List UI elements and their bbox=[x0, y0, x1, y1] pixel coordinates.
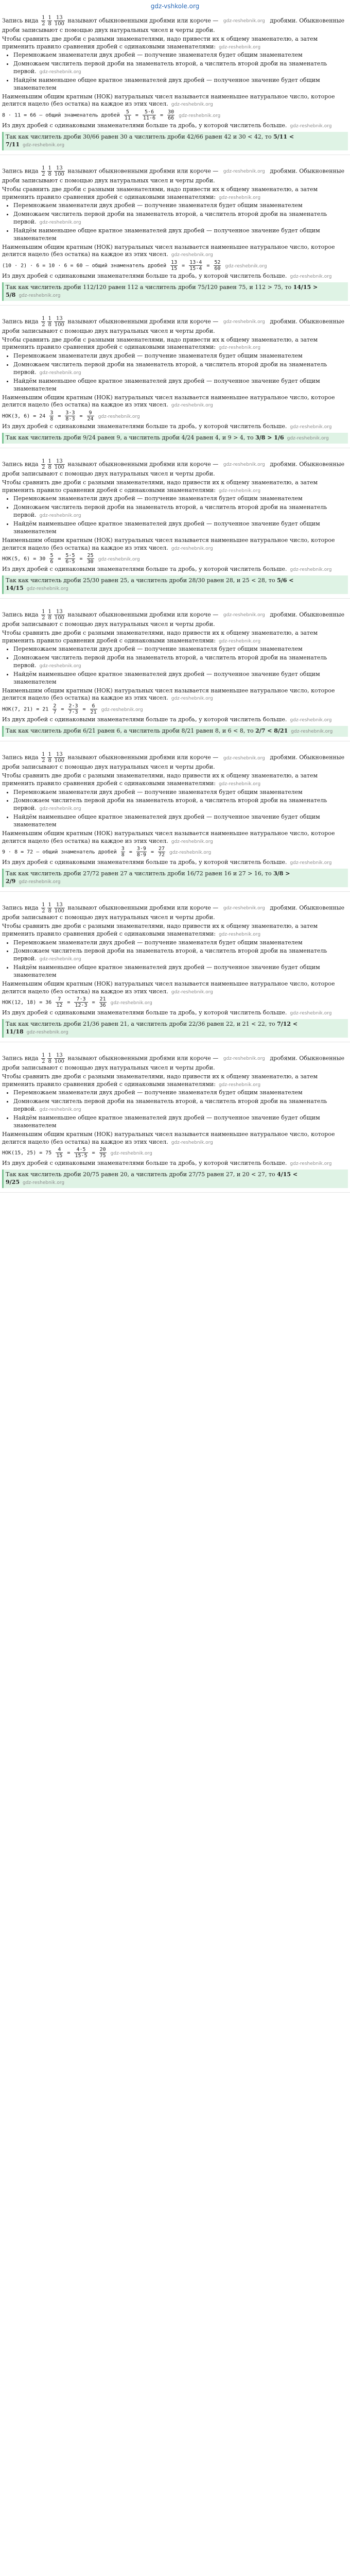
watermark: gdz-reshebnik.org bbox=[218, 44, 261, 50]
work-line: НОК(3, 6) = 24 $\frac{3}{8}$ = $\frac{3\cdot 3}{8\cdot 3}$ = $\frac{9}{24}$ gdz-reshebnik.org bbox=[2, 410, 140, 422]
intro: Запись вида $\frac{1}{2}$ $\frac{1}{8}$ $\frac{13}{100}$ называют обыкновенными дробями или короче — gdz-reshebnik.org дробями. Обыкновенные дроби записывают с помощью двух натуральных чисел и черты дроби. bbox=[2, 165, 345, 184]
fraction: $\frac{1}{8}$ bbox=[48, 14, 51, 27]
fraction: $\frac{20}{75}$ bbox=[99, 1147, 106, 1159]
fraction: $\frac{7\cdot 3}{12\cdot 3}$ bbox=[75, 996, 87, 1009]
step-item: • Домножаем числитель первой дроби на знаменатель второй, а числитель второй дроби на знаменатель первой. gdz-reshebnik.org bbox=[13, 504, 348, 519]
watermark: gdz-reshebnik.org bbox=[101, 707, 143, 713]
solution-section bbox=[0, 606, 350, 741]
fraction: $\frac{1}{2}$ bbox=[42, 1052, 45, 1064]
step-item: • Найдём наименьшее общее кратное знаменателей двух дробей — полученное значение будет общим знаменателем bbox=[13, 520, 348, 536]
section-spacer bbox=[0, 599, 350, 606]
steps-list bbox=[13, 495, 348, 535]
watermark: gdz-reshebnik.org bbox=[98, 556, 140, 562]
steps-list bbox=[13, 789, 348, 829]
answer-text: Так как числитель дроби 9/24 равен 9, а числитель дроби 4/24 равен 4, и 9 > 4, то bbox=[6, 434, 256, 442]
fraction: $\frac{1}{2}$ bbox=[42, 458, 45, 470]
nok-definition: Наименьшим общим кратным (НОК) натуральных чисел называется наименьшее натуральное число, которое делится нацело (без остатка) на каждое из этих чисел. gdz-reshebnik.org bbox=[2, 93, 335, 108]
step-item: • Перемножаем знаменатели двух дробей — получение знаменателя будет общим знаменателем bbox=[13, 52, 348, 59]
compare-rule: Из двух дробей с одинаковыми знаменателями больше та дробь, у которой числитель больше. gdz-reshebnik.org bbox=[2, 566, 332, 573]
watermark: gdz-reshebnik.org bbox=[171, 989, 213, 995]
step-item: • Перемножаем знаменатели двух дробей — получение знаменателя будет общим знаменателем bbox=[13, 646, 348, 653]
step-item: • Домножаем числитель первой дроби на знаменатель второй, а числитель второй дроби на знаменатель первой. gdz-reshebnik.org bbox=[13, 654, 348, 670]
watermark: gdz-reshebnik.org bbox=[22, 142, 65, 148]
step-item: • Найдём наименьшее общее кратное знаменателей двух дробей — полученное значение будет общим знаменателем bbox=[13, 814, 348, 829]
watermark: gdz-reshebnik.org bbox=[19, 879, 61, 885]
fraction: $\frac{1}{8}$ bbox=[48, 608, 51, 621]
fraction: $\frac{21}{36}$ bbox=[99, 996, 106, 1009]
intro: Запись вида $\frac{1}{2}$ $\frac{1}{8}$ $\frac{13}{100}$ называют обыкновенными дробями или короче — gdz-reshebnik.org дробями. Обыкновенные дроби записывают с помощью двух натуральных чисел и черты дроби. bbox=[2, 1052, 345, 1071]
work-line: НОК(5, 6) = 30 $\frac{5}{6}$ = $\frac{5\cdot 5}{6\cdot 5}$ = $\frac{25}{30}$ gdz-reshebnik.org bbox=[2, 553, 140, 565]
rule-text: Чтобы сравнить две дроби с разными знаменателями, надо привести их к общему знаменателю, а затем применить правило сравнения дробей с одинаковыми знаменателями: gdz-reshebnik.org bbox=[2, 922, 318, 937]
site-link[interactable]: gdz-vshkole.org bbox=[150, 3, 200, 10]
compare-rule: Из двух дробей с одинаковыми знаменателями больше та дробь, у которой числитель больше. gdz-reshebnik.org bbox=[2, 1160, 332, 1167]
watermark: gdz-reshebnik.org bbox=[218, 488, 261, 494]
answer-text: Так как числитель дроби 30/66 равен 30 а числитель дроби 42/66 равен 42 и 30 < 42, то bbox=[6, 133, 274, 141]
watermark: gdz-reshebnik.org bbox=[218, 781, 261, 787]
compare-rule: Из двух дробей с одинаковыми знаменателями больше та дробь, у которой числитель больше. gdz-reshebnik.org bbox=[2, 716, 332, 723]
fraction: $\frac{4\cdot 5}{15\cdot 5}$ bbox=[75, 1147, 87, 1159]
watermark: gdz-reshebnik.org bbox=[290, 274, 332, 280]
rule-text: Чтобы сравнить две дроби с разными знаменателями, надо привести их к общему знаменателю, а затем применить правило сравнения дробей с одинаковыми знаменателями: gdz-reshebnik.org bbox=[2, 35, 318, 50]
watermark: gdz-reshebnik.org bbox=[171, 102, 213, 108]
intro: Запись вида $\frac{1}{2}$ $\frac{1}{8}$ $\frac{13}{100}$ называют обыкновенными дробями или короче — gdz-reshebnik.org дробями. Обыкновенные дроби записывают с помощью двух натуральных чисел и черты дроби. bbox=[2, 458, 345, 477]
nok-definition: Наименьшим общим кратным (НОК) натуральных чисел называется наименьшее натуральное число, которое делится нацело (без остатка) на каждое из этих чисел. gdz-reshebnik.org bbox=[2, 394, 335, 409]
watermark: gdz-reshebnik.org bbox=[290, 860, 332, 866]
steps-list bbox=[13, 202, 348, 242]
step-item: • Найдём наименьшее общее кратное знаменателей двух дробей — полученное значение будет общим знаменателем bbox=[13, 671, 348, 686]
watermark: gdz-reshebnik.org bbox=[290, 718, 332, 723]
answer-box bbox=[2, 1170, 348, 1188]
watermark: gdz-reshebnik.org bbox=[171, 252, 213, 258]
fraction: $\frac{5}{6}$ bbox=[50, 553, 54, 565]
rule-text: Чтобы сравнить две дроби с разными знаменателями, надо привести их к общему знаменателю, а затем применить правило сравнения дробей с одинаковыми знаменателями: gdz-reshebnik.org bbox=[2, 479, 318, 494]
step-item: • Найдём наименьшее общее кратное знаменателей двух дробей — полученное значение будет общим знаменателем bbox=[13, 227, 348, 243]
nok-definition: Наименьшим общим кратным (НОК) натуральных чисел называется наименьшее натуральное число, которое делится нацело (без остатка) на каждое из этих чисел. gdz-reshebnik.org bbox=[2, 1130, 335, 1145]
answer-text: Так как числитель дроби 25/30 равен 25, а числитель дроби 28/30 равен 28, и 25 < 28, то bbox=[6, 577, 277, 584]
fraction: $\frac{30}{66}$ bbox=[168, 109, 174, 122]
step-item: • Домножаем числитель первой дроби на знаменатель второй, а числитель второй дроби на знаменатель первой. gdz-reshebnik.org bbox=[13, 1098, 348, 1113]
watermark: gdz-reshebnik.org bbox=[110, 1150, 152, 1156]
step-item: • Домножаем числитель первой дроби на знаменатель второй, а числитель второй дроби на знаменатель первой. gdz-reshebnik.org bbox=[13, 211, 348, 226]
solution-section bbox=[0, 313, 350, 448]
watermark: gdz-reshebnik.org bbox=[290, 1011, 332, 1016]
compare-rule: Из двух дробей с одинаковыми знаменателями больше та дробь, у которой числитель больше. gdz-reshebnik.org bbox=[2, 423, 332, 430]
watermark: gdz-reshebnik.org bbox=[110, 1000, 152, 1006]
step-item: • Перемножаем знаменатели двух дробей — получение знаменателя будет общим знаменателем bbox=[13, 495, 348, 503]
rule-text: Чтобы сравнить две дроби с разными знаменателями, надо привести их к общему знаменателю, а затем применить правило сравнения дробей с одинаковыми знаменателями: gdz-reshebnik.org bbox=[2, 1073, 318, 1088]
fraction: $\frac{4}{15}$ bbox=[56, 1147, 63, 1159]
nok-definition: Наименьшим общим кратным (НОК) натуральных чисел называется наименьшее натуральное число, которое делится нацело (без остатка) на каждое из этих чисел. gdz-reshebnik.org bbox=[2, 829, 335, 844]
watermark: gdz-reshebnik.org bbox=[171, 546, 213, 551]
site-header bbox=[0, 0, 350, 12]
watermark: gdz-reshebnik.org bbox=[171, 1140, 213, 1145]
watermark: gdz-reshebnik.org bbox=[290, 425, 332, 430]
watermark: gdz-reshebnik.org bbox=[223, 169, 265, 175]
fraction: $\frac{3\cdot 9}{8\cdot 9}$ bbox=[136, 846, 146, 858]
watermark: gdz-reshebnik.org bbox=[225, 263, 267, 269]
intro: Запись вида $\frac{1}{2}$ $\frac{1}{8}$ $\frac{13}{100}$ называют обыкновенными дробями или короче — gdz-reshebnik.org дробями. Обыкновенные дроби записывают с помощью двух натуральных чисел и черты дроби. bbox=[2, 315, 345, 334]
fraction: $\frac{1}{2}$ bbox=[42, 165, 45, 177]
steps-list bbox=[13, 939, 348, 979]
answer-text: Так как числитель дроби 21/36 равен 21, а числитель дроби 22/36 равен 22, и 21 < 22, то bbox=[6, 1021, 277, 1028]
watermark: gdz-reshebnik.org bbox=[291, 729, 333, 735]
solution-section bbox=[0, 455, 350, 599]
watermark: gdz-reshebnik.org bbox=[218, 345, 261, 351]
rule-text: Чтобы сравнить две дроби с разными знаменателями, надо привести их к общему знаменателю, а затем применить правило сравнения дробей с одинаковыми знаменателями: gdz-reshebnik.org bbox=[2, 629, 318, 644]
fraction: $\frac{2}{7}$ bbox=[53, 703, 57, 716]
watermark: gdz-reshebnik.org bbox=[179, 113, 221, 118]
fraction: $\frac{6}{21}$ bbox=[90, 703, 97, 716]
watermark: gdz-reshebnik.org bbox=[223, 906, 265, 911]
section-spacer bbox=[0, 1042, 350, 1049]
work-line: (10 · 2) · 6 = 10 · 6 = 60 — общий знаменатель дробей $\frac{13}{15}$ = $\frac{13\cdot 4}{15\cdot 4}$ = $\frac{52}{60}$ gdz-reshebnik.org bbox=[2, 260, 267, 272]
answer-text: Так как числитель дроби 20/75 равен 20, а числитель дроби 27/75 равен 27, и 20 < 27, то bbox=[6, 1171, 277, 1178]
watermark: gdz-reshebnik.org bbox=[290, 1161, 332, 1167]
nok-definition: Наименьшим общим кратным (НОК) натуральных чисел называется наименьшее натуральное число, которое делится нацело (без остатка) на каждое из этих чисел. gdz-reshebnik.org bbox=[2, 980, 335, 995]
step-item: • Перемножаем знаменатели двух дробей — получение знаменателя будет общим знаменателем bbox=[13, 202, 348, 210]
fraction: $\frac{3}{8}$ bbox=[50, 410, 54, 422]
fraction: $\frac{52}{60}$ bbox=[214, 260, 221, 272]
watermark: gdz-reshebnik.org bbox=[26, 586, 68, 592]
answer-box bbox=[2, 132, 348, 150]
nok-definition: Наименьшим общим кратным (НОК) натуральных чисел называется наименьшее натуральное число, которое делится нацело (без остатка) на каждое из этих чисел. gdz-reshebnik.org bbox=[2, 243, 335, 258]
fraction: $\frac{1}{2}$ bbox=[42, 902, 45, 914]
watermark: gdz-reshebnik.org bbox=[290, 124, 332, 129]
fraction: $\frac{7}{12}$ bbox=[56, 996, 63, 1009]
watermark: gdz-reshebnik.org bbox=[39, 70, 81, 75]
answer-text: Так как числитель дроби 6/21 равен 6, а числитель дроби 8/21 равен 8, и 6 < 8, то bbox=[6, 727, 256, 735]
watermark: gdz-reshebnik.org bbox=[218, 195, 261, 200]
step-item: • Перемножаем знаменатели двух дробей — получение знаменателя будет общим знаменателем bbox=[13, 939, 348, 947]
watermark: gdz-reshebnik.org bbox=[218, 638, 261, 644]
step-item: • Домножаем числитель первой дроби на знаменатель второй, а числитель второй дроби на знаменатель первой. gdz-reshebnik.org bbox=[13, 60, 348, 76]
fraction: $\frac{1}{2}$ bbox=[42, 608, 45, 621]
watermark: gdz-reshebnik.org bbox=[39, 370, 81, 376]
fraction: $\frac{1}{2}$ bbox=[42, 14, 45, 27]
answer-box bbox=[2, 1019, 348, 1038]
watermark: gdz-reshebnik.org bbox=[39, 1107, 81, 1113]
fraction: $\frac{1}{8}$ bbox=[48, 752, 51, 764]
intro: Запись вида $\frac{1}{2}$ $\frac{1}{8}$ $\frac{13}{100}$ называют обыкновенными дробями или короче — gdz-reshebnik.org дробями. Обыкновенные дроби записывают с помощью двух натуральных чисел и черты дроби. bbox=[2, 752, 345, 770]
watermark: gdz-reshebnik.org bbox=[223, 755, 265, 761]
compare-rule: Из двух дробей с одинаковыми знаменателями больше та дробь, у которой числитель больше. gdz-reshebnik.org bbox=[2, 859, 332, 866]
answer-result: 3/8 > 1/6 bbox=[255, 434, 284, 442]
watermark: gdz-reshebnik.org bbox=[171, 696, 213, 702]
fraction: $\frac{13}{100}$ bbox=[54, 458, 64, 470]
work-line: 9 · 8 = 72 — общий знаменатель дробей $\frac{3}{8}$ = $\frac{3\cdot 9}{8\cdot 9}$ = $\frac{27}{72}$ gdz-reshebnik.org bbox=[2, 846, 212, 858]
watermark: gdz-reshebnik.org bbox=[39, 957, 81, 962]
answer-result: 5/11 < 7/11 bbox=[6, 133, 294, 148]
fraction: $\frac{13}{100}$ bbox=[54, 14, 64, 27]
solution-section bbox=[0, 12, 350, 155]
answer-result: 14/15 > 5/8 bbox=[6, 284, 318, 298]
answer-box bbox=[2, 869, 348, 887]
answer-result: 7/12 < 11/18 bbox=[6, 1021, 298, 1036]
steps-list bbox=[13, 1089, 348, 1129]
fraction: $\frac{1}{2}$ bbox=[42, 752, 45, 764]
answer-box bbox=[2, 433, 348, 444]
solution-section bbox=[0, 749, 350, 892]
watermark: gdz-reshebnik.org bbox=[218, 1082, 261, 1088]
fraction: $\frac{2\cdot 3}{7\cdot 3}$ bbox=[68, 703, 78, 716]
step-item: • Найдём наименьшее общее кратное знаменателей двух дробей — полученное значение будет общим знаменателем bbox=[13, 378, 348, 393]
fraction: $\frac{13}{100}$ bbox=[54, 315, 64, 328]
step-item: • Перемножаем знаменатели двух дробей — получение знаменателя будет общим знаменателем bbox=[13, 352, 348, 360]
answer-result: 3/8 > 2/9 bbox=[6, 870, 290, 885]
step-item: • Домножаем числитель первой дроби на знаменатель второй, а числитель второй дроби на знаменатель первой. gdz-reshebnik.org bbox=[13, 947, 348, 963]
fraction: $\frac{1}{8}$ bbox=[48, 902, 51, 914]
fraction: $\frac{1}{8}$ bbox=[48, 315, 51, 328]
answer-text: Так как числитель дроби 27/72 равен 27 а числитель дроби 16/72 равен 16 и 27 > 16, то bbox=[6, 870, 274, 877]
watermark: gdz-reshebnik.org bbox=[19, 293, 61, 298]
fraction: $\frac{1}{8}$ bbox=[48, 458, 51, 470]
watermark: gdz-reshebnik.org bbox=[223, 613, 265, 618]
solution-section bbox=[0, 899, 350, 1042]
answer-box bbox=[2, 282, 348, 301]
step-item: • Перемножаем знаменатели двух дробей — получение знаменателя будет общим знаменателем bbox=[13, 789, 348, 796]
fraction: $\frac{1}{2}$ bbox=[42, 315, 45, 328]
section-spacer bbox=[0, 306, 350, 313]
work-line: НОК(15, 25) = 75 $\frac{4}{15}$ = $\frac{4\cdot 5}{15\cdot 5}$ = $\frac{20}{75}$ gdz-reshebnik.org bbox=[2, 1147, 152, 1159]
work-line: НОК(12, 18) = 36 $\frac{7}{12}$ = $\frac{7\cdot 3}{12\cdot 3}$ = $\frac{21}{36}$ gdz-reshebnik.org bbox=[2, 996, 152, 1009]
work-line: НОК(7, 21) = 21 $\frac{2}{7}$ = $\frac{2\cdot 3}{7\cdot 3}$ = $\frac{6}{21}$ gdz-reshebnik.org bbox=[2, 703, 143, 716]
answer-box bbox=[2, 726, 348, 737]
fraction: $\frac{5}{11}$ bbox=[124, 109, 131, 122]
fraction: $\frac{25}{30}$ bbox=[87, 553, 94, 565]
watermark: gdz-reshebnik.org bbox=[39, 220, 81, 226]
fraction: $\frac{13}{100}$ bbox=[54, 1052, 64, 1064]
answer-text: Так как числитель дроби 112/120 равен 112 а числитель дроби 75/120 равен 75, и 112 > 75, то bbox=[6, 284, 293, 291]
watermark: gdz-reshebnik.org bbox=[171, 403, 213, 409]
intro: Запись вида $\frac{1}{2}$ $\frac{1}{8}$ $\frac{13}{100}$ называют обыкновенными дробями или короче — gdz-reshebnik.org дробями. Обыкновенные дроби записывают с помощью двух натуральных чисел и черты дроби. bbox=[2, 608, 345, 628]
answer-result: 4/15 < 9/25 bbox=[6, 1171, 298, 1186]
answer-result: 5/6 < 14/15 bbox=[6, 577, 294, 592]
solution-sections bbox=[0, 12, 350, 1200]
watermark: gdz-reshebnik.org bbox=[39, 664, 81, 669]
watermark: gdz-reshebnik.org bbox=[218, 931, 261, 937]
section-spacer bbox=[0, 1193, 350, 1200]
compare-rule: Из двух дробей с одинаковыми знаменателями больше та дробь, у которой числитель больше. gdz-reshebnik.org bbox=[2, 122, 332, 129]
compare-rule: Из двух дробей с одинаковыми знаменателями больше та дробь, у которой числитель больше. gdz-reshebnik.org bbox=[2, 273, 332, 280]
fraction: $\frac{1}{8}$ bbox=[48, 165, 51, 177]
section-spacer bbox=[0, 448, 350, 455]
work-line: 8 · 11 = 66 — общий знаменатель дробей $\frac{5}{11}$ = $\frac{5\cdot 6}{11\cdot 6}$ = $\frac{30}{66}$ gdz-reshebnik.org bbox=[2, 109, 221, 122]
nok-definition: Наименьшим общим кратным (НОК) натуральных чисел называется наименьшее натуральное число, которое делится нацело (без остатка) на каждое из этих чисел. gdz-reshebnik.org bbox=[2, 536, 335, 551]
rule-text: Чтобы сравнить две дроби с разными знаменателями, надо привести их к общему знаменателю, а затем применить правило сравнения дробей с одинаковыми знаменателями: gdz-reshebnik.org bbox=[2, 185, 318, 200]
watermark: gdz-reshebnik.org bbox=[223, 19, 265, 24]
rule-text: Чтобы сравнить две дроби с разными знаменателями, надо привести их к общему знаменателю, а затем применить правило сравнения дробей с одинаковыми знаменателями: gdz-reshebnik.org bbox=[2, 772, 318, 787]
watermark: gdz-reshebnik.org bbox=[39, 513, 81, 519]
intro: Запись вида $\frac{1}{2}$ $\frac{1}{8}$ $\frac{13}{100}$ называют обыкновенными дробями или короче — gdz-reshebnik.org дробями. Обыкновенные дроби записывают с помощью двух натуральных чисел и черты дроби. bbox=[2, 902, 345, 921]
section-spacer bbox=[0, 741, 350, 749]
watermark: gdz-reshebnik.org bbox=[290, 567, 332, 573]
steps-list bbox=[13, 52, 348, 92]
step-item: • Найдём наименьшее общее кратное знаменателей двух дробей — полученное значение будет общим знаменателем bbox=[13, 77, 348, 92]
watermark: gdz-reshebnik.org bbox=[287, 436, 329, 442]
fraction: $\frac{13}{15}$ bbox=[171, 260, 178, 272]
compare-rule: Из двух дробей с одинаковыми знаменателями больше та дробь, у которой числитель больше. gdz-reshebnik.org bbox=[2, 1009, 332, 1016]
fraction: $\frac{5\cdot 6}{11\cdot 6}$ bbox=[143, 109, 156, 122]
watermark: gdz-reshebnik.org bbox=[22, 1180, 65, 1186]
solution-section bbox=[0, 162, 350, 306]
fraction: $\frac{3}{8}$ bbox=[121, 846, 125, 858]
answer-box bbox=[2, 575, 348, 594]
watermark: gdz-reshebnik.org bbox=[223, 319, 265, 325]
fraction: $\frac{3\cdot 3}{8\cdot 3}$ bbox=[65, 410, 75, 422]
section-spacer bbox=[0, 892, 350, 899]
watermark: gdz-reshebnik.org bbox=[39, 806, 81, 812]
steps-list bbox=[13, 646, 348, 686]
fraction: $\frac{13}{100}$ bbox=[54, 165, 64, 177]
fraction: $\frac{5\cdot 5}{6\cdot 5}$ bbox=[65, 553, 75, 565]
watermark: gdz-reshebnik.org bbox=[26, 1030, 68, 1036]
step-item: • Перемножаем знаменатели двух дробей — получение знаменателя будет общим знаменателем bbox=[13, 1089, 348, 1097]
watermark: gdz-reshebnik.org bbox=[223, 462, 265, 468]
intro: Запись вида $\frac{1}{2}$ $\frac{1}{8}$ $\frac{13}{100}$ называют обыкновенными дробями или короче — gdz-reshebnik.org дробями. Обыкновенные дроби записывают с помощью двух натуральных чисел и черты дроби. bbox=[2, 14, 345, 33]
nok-definition: Наименьшим общим кратным (НОК) натуральных чисел называется наименьшее натуральное число, которое делится нацело (без остатка) на каждое из этих чисел. gdz-reshebnik.org bbox=[2, 687, 335, 702]
steps-list bbox=[13, 352, 348, 393]
fraction: $\frac{13\cdot 4}{15\cdot 4}$ bbox=[189, 260, 202, 272]
page bbox=[0, 0, 350, 1200]
watermark: gdz-reshebnik.org bbox=[223, 1056, 265, 1062]
fraction: $\frac{13}{100}$ bbox=[54, 608, 64, 621]
fraction: $\frac{27}{72}$ bbox=[159, 846, 165, 858]
fraction: $\frac{13}{100}$ bbox=[54, 752, 64, 764]
watermark: gdz-reshebnik.org bbox=[98, 414, 140, 419]
rule-text: Чтобы сравнить две дроби с разными знаменателями, надо привести их к общему знаменателю, а затем применить правило сравнения дробей с одинаковыми знаменателями: gdz-reshebnik.org bbox=[2, 336, 318, 351]
step-item: • Домножаем числитель первой дроби на знаменатель второй, а числитель второй дроби на знаменатель первой. gdz-reshebnik.org bbox=[13, 797, 348, 812]
watermark: gdz-reshebnik.org bbox=[171, 839, 213, 844]
step-item: • Найдём наименьшее общее кратное знаменателей двух дробей — полученное значение будет общим знаменателем bbox=[13, 1114, 348, 1130]
fraction: $\frac{9}{24}$ bbox=[87, 410, 94, 422]
solution-section bbox=[0, 1049, 350, 1193]
answer-result: 2/7 < 8/21 bbox=[255, 727, 288, 735]
watermark: gdz-reshebnik.org bbox=[169, 850, 212, 855]
section-spacer bbox=[0, 155, 350, 162]
step-item: • Домножаем числитель первой дроби на знаменатель второй, а числитель второй дроби на знаменатель первой. gdz-reshebnik.org bbox=[13, 361, 348, 377]
step-item: • Найдём наименьшее общее кратное знаменателей двух дробей — полученное значение будет общим знаменателем bbox=[13, 964, 348, 979]
fraction: $\frac{13}{100}$ bbox=[54, 902, 64, 914]
fraction: $\frac{1}{8}$ bbox=[48, 1052, 51, 1064]
